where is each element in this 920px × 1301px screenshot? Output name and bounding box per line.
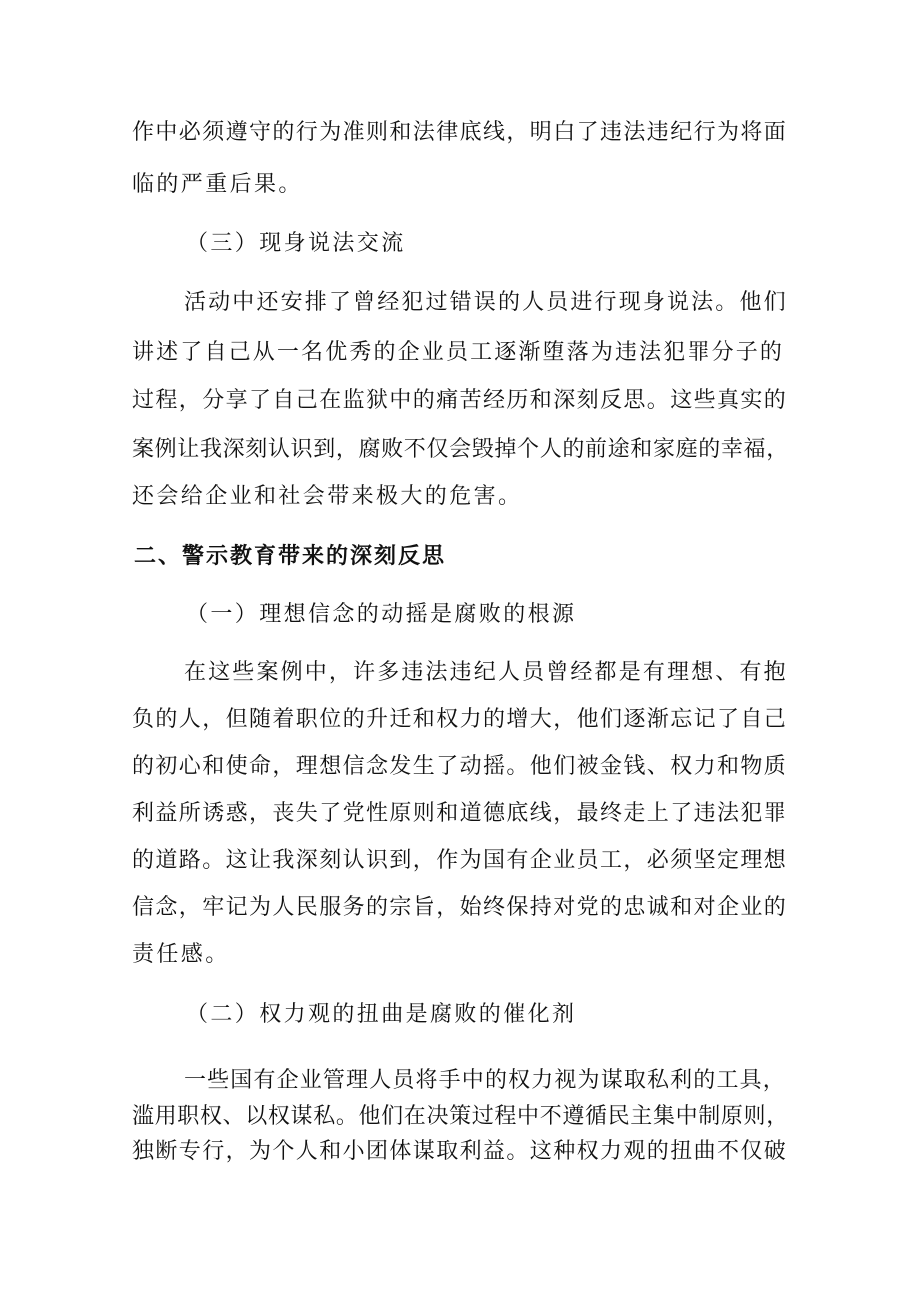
paragraph-line: 在这些案例中，许多违法违纪人员曾经都是有理想、有抱 [184,660,788,685]
paragraph-line: 责任感。 [132,942,230,967]
paragraph-line: 案例让我深刻认识到，腐败不仅会毁掉个人的前途和家庭的幸福， [132,437,789,462]
paragraph-line: 过程，分享了自己在监狱中的痛苦经历和深刻反思。这些真实的 [132,388,788,413]
paragraph-line: 信念，牢记为人民服务的宗旨，始终保持对党的忠诚和对企业的 [132,895,788,920]
paragraph-line: 的道路。这让我深刻认识到，作为国有企业员工，必须坚定理想 [132,848,788,873]
paragraph-line: 滥用职权、以权谋私。他们在决策过程中不遵循民主集中制原则， [132,1104,789,1129]
paragraph-line: 独断专行，为个人和小团体谋取利益。这种权力观的扭曲不仅破 [132,1139,788,1164]
subsection-heading: （一）理想信念的动摇是腐败的根源 [186,602,577,627]
paragraph-line: 一些国有企业管理人员将手中的权力视为谋取私利的工具， [184,1068,786,1093]
paragraph-line: 讲述了自己从一名优秀的企业员工逐渐堕落为违法犯罪分子的 [132,340,785,365]
paragraph-line: 利益所诱惑，丧失了党性原则和道德底线，最终走上了违法犯罪 [132,801,788,826]
section-heading: 二、警示教育带来的深刻反思 [134,543,447,569]
subsection-heading: （三）现身说法交流 [186,231,406,256]
paragraph-line: 负的人，但随着职位的升迁和权力的增大，他们逐渐忘记了自己 [132,707,788,732]
paragraph-line: 临的严重后果。 [132,172,303,197]
paragraph-line: 的初心和使命，理想信念发生了动摇。他们被金钱、权力和物质 [132,754,788,779]
subsection-heading: （二）权力观的扭曲是腐败的催化剂 [186,1002,577,1027]
paragraph-line: 还会给企业和社会带来极大的危害。 [132,484,523,509]
paragraph-line: 作中必须遵守的行为准则和法律底线，明白了违法违纪行为将面 [132,120,788,145]
paragraph-line: 活动中还安排了曾经犯过错误的人员进行现身说法。他们 [184,290,788,315]
